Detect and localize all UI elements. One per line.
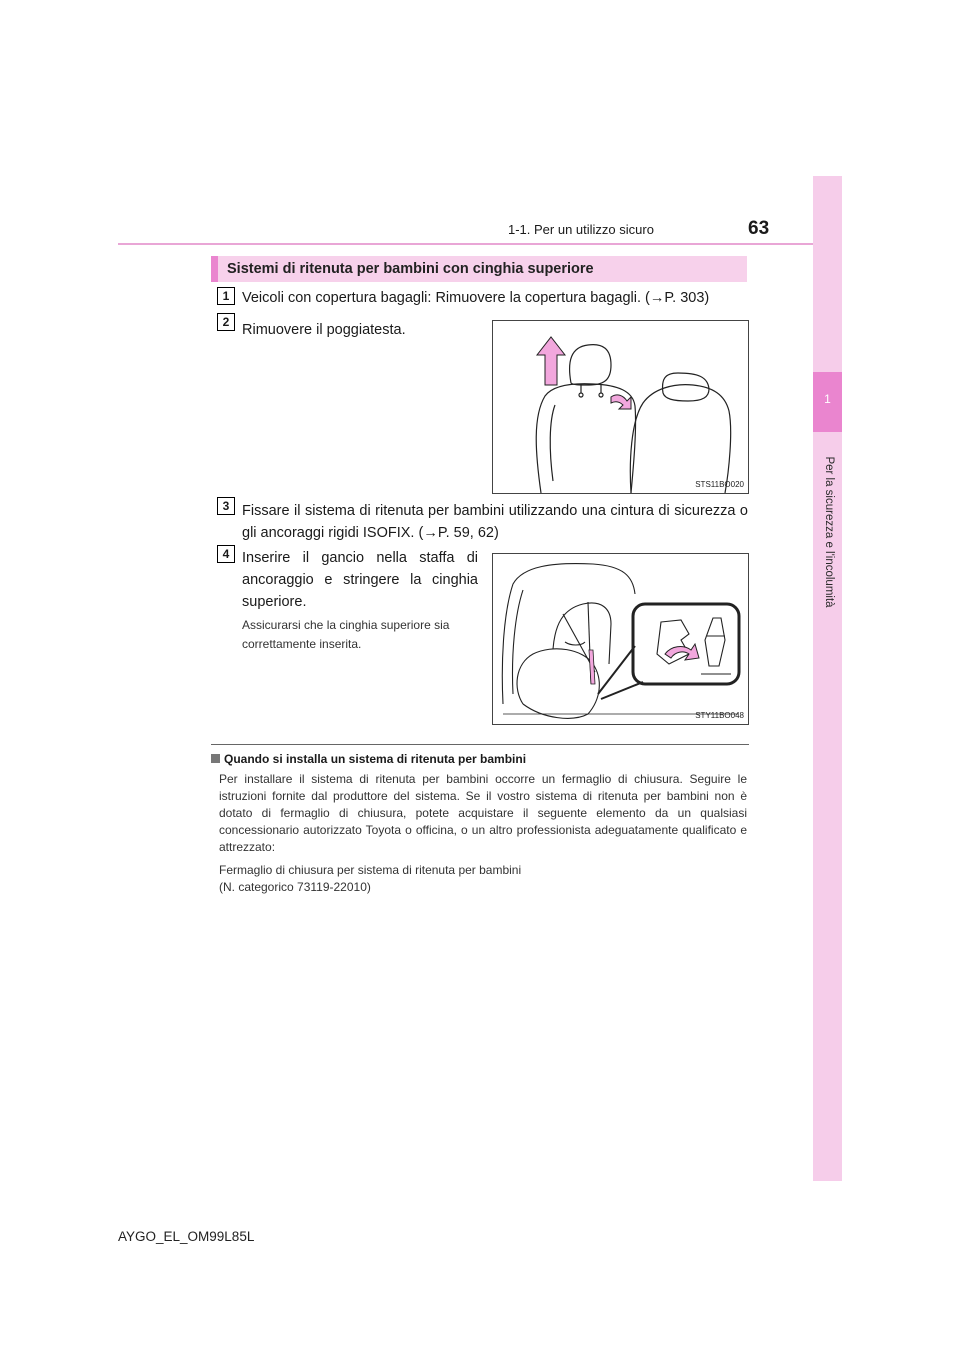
figure-code: STS11BO020 (695, 480, 744, 489)
step-3-number: 3 (217, 497, 235, 515)
chapter-label: Per la sicurezza e l'incolumità (823, 456, 835, 608)
section-title: 1-1. Per un utilizzo sicuro (508, 222, 654, 237)
step-4-subtext: Assicurarsi che la cinghia superiore sia correttamente inserita. (242, 618, 450, 651)
child-seat-illustration (493, 554, 748, 724)
child-seat-anchor-figure (492, 553, 749, 725)
note-heading (211, 752, 526, 766)
note-paragraph-1: Per installare il sistema di ritenuta per bambini occorre un fermaglio di chiusura. Seguire le istruzioni fornite dal produttore del sistema. Se il vostro sistema di ritenuta per bambini non è dotato di fermaglio di chiusura, potete acquistare il seguente elemento da un qualsiasi concessionario autorizzato Toyota o officina, o un altro professionista adeguatamente qualificato e attrezzato: (219, 772, 747, 854)
note-paragraph-2 (219, 862, 747, 896)
figure-code: STY11BO048 (695, 711, 744, 720)
step-1-text: Veicoli con copertura bagagli: Rimuovere la copertura bagagli. (→P. 303) (242, 290, 710, 306)
header-divider (118, 243, 842, 245)
step-1-number: 1 (217, 287, 235, 305)
section-box-title: Sistemi di ritenuta per bambini con cinghia superiore (211, 256, 747, 282)
headrest-removal-figure (492, 320, 749, 494)
note-part-line-2: (N. categorico 73119-22010) (219, 880, 371, 894)
note-body (219, 771, 747, 896)
page-number: 63 (748, 218, 770, 239)
document-code: AYGO_EL_OM99L85L (118, 1229, 255, 1244)
note-heading-text: Quando si installa un sistema di ritenuta per bambini (224, 752, 527, 766)
step-3-text: Fissare il sistema di ritenuta per bambini utilizzando una cintura di sicurezza o gli ancoraggi rigidi ISOFIX. (→P. 59, 62) (242, 503, 748, 541)
chapter-side-tab (813, 176, 842, 1181)
chapter-number: 1 (824, 392, 831, 406)
step-4-number: 4 (217, 545, 235, 563)
note-bullet-icon (211, 754, 220, 763)
step-2-text: Rimuovere il poggiatesta. (242, 322, 406, 338)
step-2-number: 2 (217, 313, 235, 331)
note-divider (211, 744, 749, 745)
headrest-illustration (493, 321, 748, 493)
step-4-text: Inserire il gancio nella staffa di ancoraggio e stringere la cinghia superiore. (242, 550, 478, 610)
note-part-line-1: Fermaglio di chiusura per sistema di ritenuta per bambini (219, 863, 522, 877)
